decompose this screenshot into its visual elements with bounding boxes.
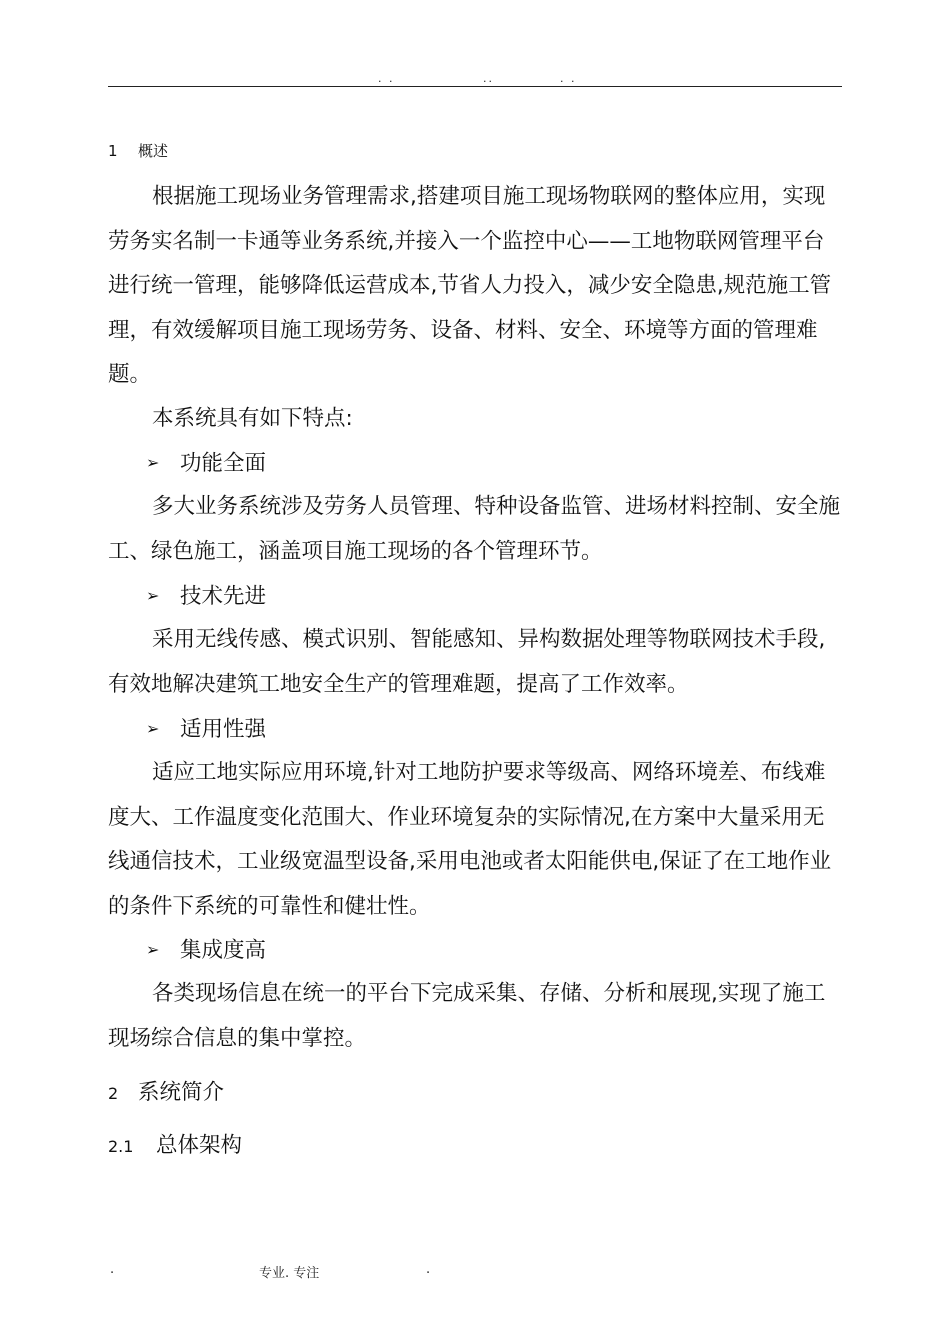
footer-dot-right: .	[426, 1262, 431, 1277]
section-2-title: 系统简介	[138, 1080, 225, 1105]
header-dots-left: . .	[378, 72, 395, 85]
section-1-number: 1	[108, 142, 118, 160]
section-2-heading	[108, 1075, 224, 1106]
feature-3-heading	[146, 707, 266, 753]
feature-4-heading	[146, 928, 266, 974]
feature-2-heading	[146, 574, 266, 620]
header-divider	[108, 86, 842, 87]
section-2-1-number: 2.1	[108, 1137, 134, 1156]
feature-1-text: 多大业务系统涉及劳务人员管理、特种设备监管、进场材料控制、安全施工、绿色施工，涵盖项目施工现场的各个管理环节。	[108, 494, 841, 564]
feature-2-text: 采用无线传感、模式识别、智能感知、异构数据处理等物联网技术手段,有效地解决建筑工地安全生产的管理难题，提高了工作效率。	[108, 627, 826, 697]
arrow-bullet-icon: ➢	[146, 453, 160, 472]
feature-3-text: 适应工地实际应用环境,针对工地防护要求等级高、网络环境差、布线难度大、工作温度变化范围大、作业环境复杂的实际情况,在方案中大量采用无线通信技术，工业级宽温型设备,采用电池或者太阳能供电,保证了在工地作业的条件下系统的可靠性和健壮性。	[108, 760, 832, 919]
feature-3-title: 适用性强	[180, 717, 267, 742]
section-1-heading	[108, 140, 168, 161]
feature-1-heading	[146, 441, 266, 487]
features-intro: 本系统具有如下特点:	[152, 406, 353, 431]
feature-2-title: 技术先进	[180, 584, 267, 609]
feature-1-title: 功能全面	[180, 451, 267, 476]
arrow-bullet-icon: ➢	[146, 940, 160, 959]
section-2-1-heading	[108, 1128, 242, 1159]
feature-4-text: 各类现场信息在统一的平台下完成采集、存储、分析和展现,实现了施工现场综合信息的集中掌控。	[108, 981, 826, 1051]
header-dots-right: . .	[560, 72, 577, 85]
arrow-bullet-icon: ➢	[146, 719, 160, 738]
footer-dot-left: .	[110, 1262, 115, 1277]
intro-paragraph: 根据施工现场业务管理需求,搭建项目施工现场物联网的整体应用，实现劳务实名制一卡通等业务系统,并接入一个监控中心——工地物联网管理平台进行统一管理，能够降低运营成本,节省人力投入，减少安全隐患,规范施工管理，有效缓解项目施工现场劳务、设备、材料、安全、环境等方面的管理难题。	[108, 184, 832, 387]
section-1-title: 概述	[138, 142, 169, 160]
header-dots-mid: ..	[483, 72, 494, 85]
section-2-1-title: 总体架构	[156, 1133, 243, 1158]
arrow-bullet-icon: ➢	[146, 586, 160, 605]
feature-4-title: 集成度高	[180, 938, 267, 963]
section-2-number: 2	[108, 1084, 119, 1103]
footer-center-text: 专业. 专注	[259, 1266, 320, 1281]
